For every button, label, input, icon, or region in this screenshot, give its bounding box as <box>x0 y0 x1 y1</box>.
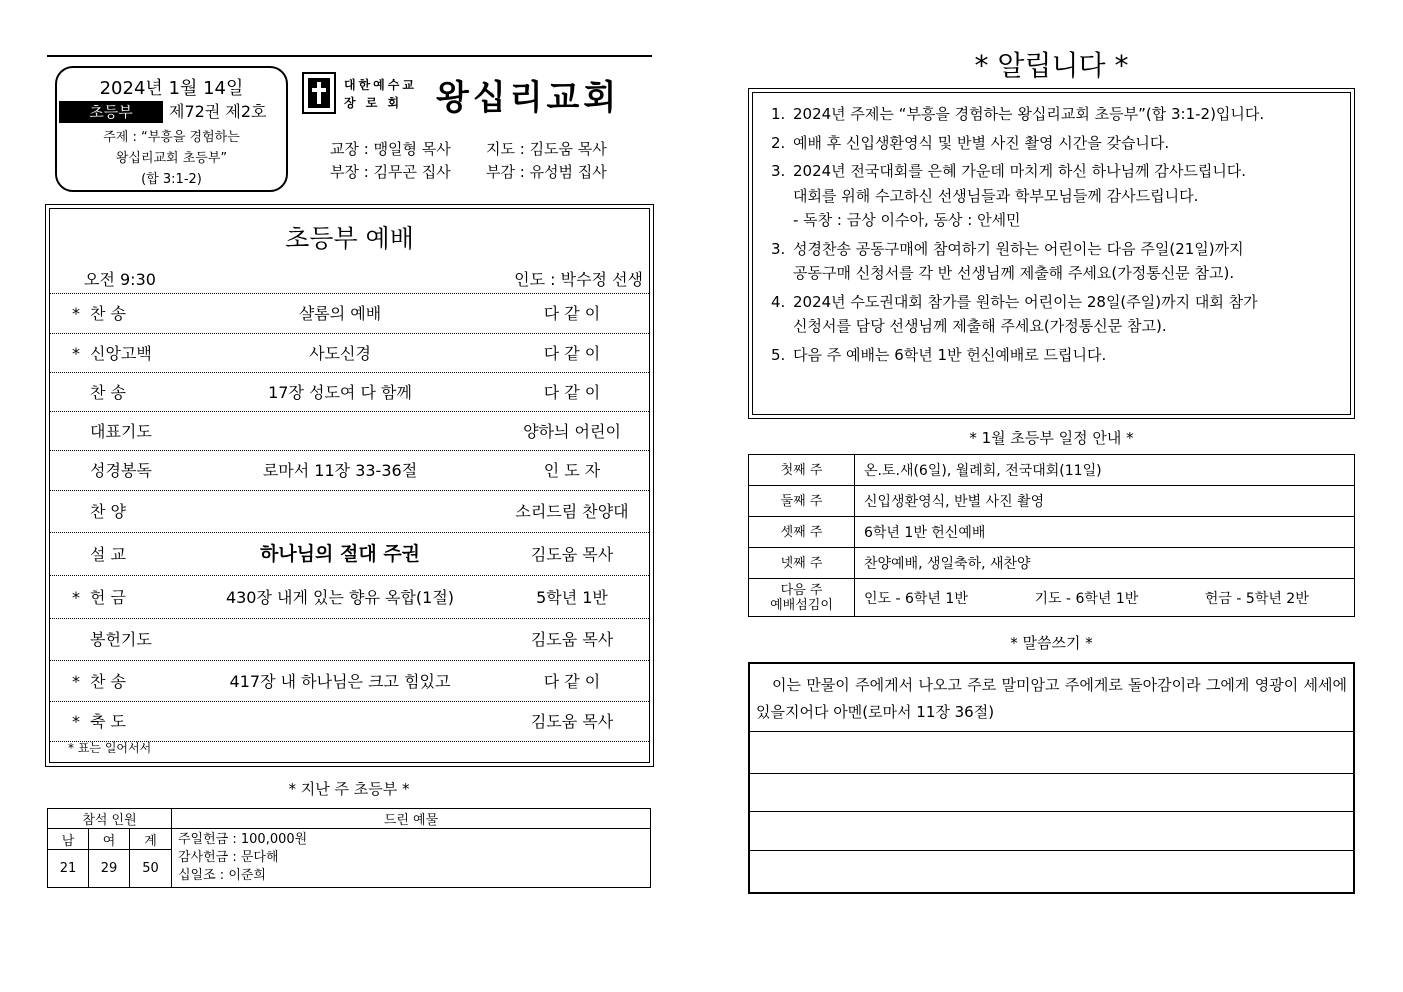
worship-presenter: 소리드림 찬양대 <box>515 502 629 521</box>
schedule-content: 신입생환영식, 반별 사진 촬영 <box>855 486 1355 517</box>
worship-item: 찬 양 <box>90 502 126 521</box>
female-count: 29 <box>89 850 130 888</box>
worship-item: 신앙고백 <box>90 344 152 363</box>
worship-presenter: 다 같 이 <box>543 383 601 402</box>
total-header: 계 <box>130 829 172 850</box>
notice-number: 3. <box>771 239 786 258</box>
worship-presenter: 양하늬 어린이 <box>523 422 621 441</box>
principal: 교장 : 맹일형 목사 <box>330 140 451 158</box>
notice-number: 4. <box>771 292 786 311</box>
department-head: 부장 : 김무곤 집사 <box>330 163 451 181</box>
standing-marker: * <box>72 672 80 691</box>
worship-presenter: 김도움 목사 <box>530 630 614 649</box>
standing-marker: * <box>72 344 80 363</box>
worship-item: 찬 송 <box>90 672 126 691</box>
worship-item: 성경봉독 <box>90 461 152 480</box>
notice-line: 신청서를 담당 선생님께 제출해 주세요(가정통신문 참고). <box>793 317 1167 335</box>
worship-presenter: 다 같 이 <box>543 344 601 363</box>
attendance-table <box>47 808 651 888</box>
department-badge: 초등부 <box>59 101 163 123</box>
worship-title: 초등부 예배 <box>285 224 414 253</box>
worship-row <box>50 293 649 333</box>
writing-line <box>750 731 1353 732</box>
worship-row <box>50 333 649 372</box>
church-cross-icon <box>302 72 336 114</box>
worship-row <box>50 372 649 411</box>
last-week-title: * 지난 주 초등부 * <box>288 780 410 798</box>
worship-content: 샬롬의 예배 <box>298 304 382 323</box>
total-count: 50 <box>130 850 172 888</box>
schedule-row <box>749 517 1355 548</box>
worship-row <box>50 701 649 741</box>
notice-item <box>771 159 1332 233</box>
worship-item: 찬 송 <box>90 304 126 323</box>
worship-row <box>50 618 649 660</box>
notice-number: 2. <box>771 133 786 152</box>
schedule-content: 찬양예배, 생일축하, 새찬양 <box>855 548 1355 579</box>
worship-row <box>50 411 649 450</box>
notice-line: 2024년 전국대회를 은혜 가운데 마치게 하신 하나님께 감사드립니다. <box>793 162 1247 180</box>
top-rule <box>47 55 652 57</box>
next-week-label: 다음 주 예배섬김이 <box>749 579 855 617</box>
worship-presenter: 인 도 자 <box>543 461 601 480</box>
worship-content: 417장 내 하나님은 크고 힘있고 <box>229 672 451 691</box>
schedule-content: 온.토.새(6일), 월례회, 전국대회(11일) <box>855 455 1355 486</box>
worship-content: 430장 내게 있는 향유 옥합(1절) <box>225 588 455 607</box>
worship-presenter: 김도움 목사 <box>530 545 614 564</box>
writing-line <box>750 811 1353 812</box>
notices-title: * 알립니다 * <box>974 49 1129 82</box>
notice-line: - 독창 : 금상 이수아, 동상 : 안세민 <box>793 211 1021 229</box>
notice-line: 예배 후 신입생환영식 및 반별 사진 촬영 시간을 갖습니다. <box>793 133 1170 152</box>
guide-pastor: 지도 : 김도움 목사 <box>486 140 607 158</box>
schedule-week: 넷째 주 <box>749 548 855 579</box>
female-header: 여 <box>89 829 130 850</box>
bulletin-date: 2024년 1월 14일 <box>99 78 244 99</box>
notice-line: 2024년 수도권대회 참가를 원하는 어린이는 28일(주일)까지 대회 참가 <box>793 292 1258 311</box>
worship-item: 봉헌기도 <box>90 630 152 649</box>
next-week-roles: 인도 - 6학년 1반 기도 - 6학년 1반 헌금 - 5학년 2반 <box>855 579 1355 617</box>
worship-item: 설 교 <box>90 545 126 564</box>
worship-row <box>50 490 649 532</box>
worship-row <box>50 575 649 618</box>
offering-header: 드린 예물 <box>172 809 651 829</box>
schedule-row <box>749 486 1355 517</box>
staff-row-1 <box>330 138 607 159</box>
bulletin-header <box>55 66 288 192</box>
schedule-week: 셋째 주 <box>749 517 855 548</box>
male-count: 21 <box>48 850 89 888</box>
worship-item: 축 도 <box>90 712 126 731</box>
worship-presenter: 다 같 이 <box>543 672 601 691</box>
denomination-name: 대한예수교 장 로 회 <box>344 78 417 110</box>
scripture-text: 이는 만물이 주에게서 나오고 주로 말미암고 주에게로 돌아감이라 그에게 영광이 세세에 있을지어다 아멘(로마서 11장 36절) <box>756 676 1347 721</box>
worship-presenter: 다 같 이 <box>543 304 601 323</box>
scripture-title: * 말씀쓰기 * <box>1010 634 1093 652</box>
worship-presenter: 김도움 목사 <box>530 712 614 731</box>
schedule-week: 첫째 주 <box>749 455 855 486</box>
worship-item: 헌 금 <box>90 588 126 607</box>
notice-line: 2024년 주제는 “부흥을 경험하는 왕십리교회 초등부”(합 3:1-2)입니다. <box>793 105 1265 123</box>
volume-number: 제72권 제2호 <box>169 102 267 121</box>
notice-line: 다음 주 예배는 6학년 1반 헌신예배로 드립니다. <box>793 345 1107 364</box>
standing-marker: * <box>72 712 80 731</box>
worship-row <box>50 532 649 575</box>
standing-marker: * <box>72 588 80 607</box>
worship-row <box>50 450 649 490</box>
writing-line <box>750 773 1353 774</box>
notices-box <box>748 88 1355 419</box>
notice-line: 성경찬송 공동구매에 참여하기 원하는 어린이는 다음 주일(21일)까지 <box>793 239 1244 258</box>
worship-row <box>50 660 649 701</box>
male-header: 남 <box>48 829 89 850</box>
worship-time: 오전 9:30 <box>84 270 156 289</box>
worship-presenter: 5학년 1반 <box>536 588 608 607</box>
notice-number: 1. <box>771 105 786 123</box>
staff-row-2 <box>330 161 607 182</box>
schedule-content: 6학년 1반 헌신예배 <box>855 517 1355 548</box>
worship-item: 찬 송 <box>90 383 126 402</box>
scripture-box <box>748 662 1355 894</box>
notice-line: 공동구매 신청서를 각 반 선생님께 제출해 주세요(가정통신문 참고). <box>793 264 1235 282</box>
worship-content: 사도신경 <box>309 344 371 363</box>
notice-line: 대회를 위해 수고하신 선생님들과 학부모님들께 감사드립니다. <box>793 186 1199 205</box>
supervisor: 부감 : 유성범 집사 <box>486 163 607 181</box>
schedule-table <box>748 454 1355 617</box>
worship-content: 하나님의 절대 주권 <box>259 543 421 565</box>
schedule-row <box>749 548 1355 579</box>
schedule-title: * 1월 초등부 일정 안내 * <box>969 429 1134 447</box>
worship-content: 17장 성도여 다 함께 <box>268 383 412 402</box>
church-name: 왕십리교회 <box>436 78 621 118</box>
schedule-week: 둘째 주 <box>749 486 855 517</box>
notice-item <box>771 343 1332 368</box>
worship-order <box>45 204 654 767</box>
notice-item <box>771 131 1332 156</box>
worship-item: 대표기도 <box>90 422 152 441</box>
writing-line <box>750 850 1353 851</box>
schedule-row <box>749 455 1355 486</box>
notice-item <box>771 237 1332 286</box>
standing-note: * 표는 일어서서 <box>68 741 152 755</box>
notice-number: 5. <box>771 345 786 364</box>
standing-marker: * <box>72 304 80 323</box>
notice-number: 3. <box>771 162 786 180</box>
worship-content: 로마서 11장 33-36절 <box>262 461 418 480</box>
notice-item <box>771 102 1332 127</box>
offering-list: 주일헌금 : 100,000원 감사헌금 : 문다해 십일조 : 이준희 <box>172 829 651 888</box>
yearly-theme: 주제 : “부흥을 경험하는 왕십리교회 초등부” (합 3:1-2) <box>103 130 240 187</box>
attendance-header: 참석 인원 <box>48 809 172 829</box>
notice-item <box>771 290 1332 339</box>
worship-leader: 인도 : 박수정 선생 <box>514 270 643 289</box>
